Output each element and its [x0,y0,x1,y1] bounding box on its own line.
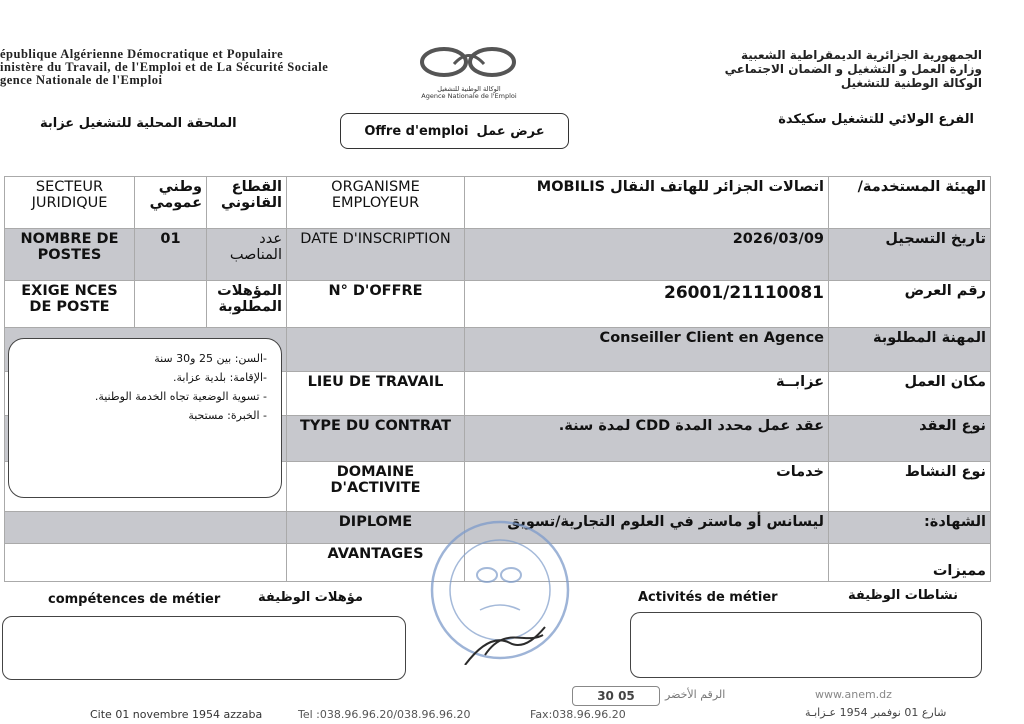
job-ar: المهنة المطلوبة [829,328,991,372]
activities-ar: نشاطات الوظيفة [848,588,958,603]
place-value: عزابــة [465,372,829,416]
req-fr: EXIGE NCES DE POSTE [5,281,135,328]
competences-fr: compétences de métier [48,592,221,607]
official-stamp [425,515,575,665]
sector-ar: القطاع القانوني [207,177,287,229]
logo-text-ar: الوكالة الوطنية للتشغيل [437,85,501,93]
offer-fr: N° D'OFFRE [287,281,465,328]
header-fr-line-3: gence Nationale de l'Emploi [0,73,163,87]
req-area-6 [5,544,287,582]
contract-ar: نوع العقد [829,416,991,462]
benefits-fr: AVANTAGES [287,544,465,582]
header-fr-line-1: épublique Algérienne Démocratique et Populaire [0,47,284,61]
requirement-item: - تسوية الوضعية تجاه الخدمة الوطنية. [94,390,267,403]
req-empty [135,281,207,328]
anem-logo-icon [414,42,524,82]
date-ar: تاريخ التسجيل [829,229,991,281]
header-ar-line-2: وزارة العمل و التشغيل و الضمان الاجتماعي [724,62,982,76]
header-ar [725,48,982,90]
job-fr [287,328,465,372]
employer-value: اتصالات الجزائر للهاتف النقال MOBILIS [465,177,829,229]
competences-ar: مؤهلات الوظيفة [258,590,363,605]
address-ar: شارع 01 نوفمبر 1954 عـزابـة [805,706,947,719]
telephone: Tel :038.96.96.20/038.96.96.20 [298,708,471,721]
activity-ar: نوع النشاط [829,462,991,512]
header-fr [0,48,328,87]
offer-title-box [340,113,569,149]
fax: Fax:038.96.96.20 [530,708,626,721]
website: www.anem.dz [815,688,892,701]
req-ar: المؤهلات المطلوبة [207,281,287,328]
offer-ar: رقم العرض [829,281,991,328]
req-area-5 [5,512,287,544]
diploma-fr: DIPLOME [287,512,465,544]
contract-value: عقد عمل محدد المدة CDD لمدة سنة. [465,416,829,462]
branch-left: الملحقة المحلية للتشغيل عزابة [40,116,237,131]
requirements-list [9,349,267,425]
footer [0,686,1024,724]
address-fr: Cite 01 novembre 1954 azzaba [90,708,263,721]
activity-fr: DOMAINE D'ACTIVITE [287,462,465,512]
requirement-item: - الخبرة: مستحبة [188,409,267,422]
offer-title-fr: Offre d'emploi [364,123,469,139]
activities-box [630,612,982,678]
employer-ar: الهيئة المستخدمة/ [829,177,991,229]
header-fr-line-2: inistère du Travail, de l'Emploi et de La Sécurité Sociale [0,60,329,74]
anem-logo [404,42,534,100]
employer-fr: ORGANISME EMPLOYEUR [287,177,465,229]
requirements-box [8,338,282,498]
row-offer [5,281,991,328]
contract-fr: TYPE DU CONTRAT [287,416,465,462]
activities-fr: Activités de métier [638,590,778,605]
header-ar-line-3: الوكالة الوطنية للتشغيل [840,76,982,90]
posts-value: 01 [135,229,207,281]
offer-title-ar: عرض عمل [476,123,545,139]
sector-fr: SECTEUR JURIDIQUE [5,177,135,229]
header-ar-line-1: الجمهورية الجزائرية الديمقراطية الشعبية [740,48,982,62]
row-employer [5,177,991,229]
offer-value: 26001/21110081 [465,281,829,328]
diploma-ar: الشهادة: [829,512,991,544]
place-fr: LIEU DE TRAVAIL [287,372,465,416]
logo-text-fr: Agence Nationale de l'Emploi [421,92,517,100]
diploma-value: ليسانس أو ماستر في العلوم التجارية/تسويق [465,512,829,544]
job-value: Conseiller Client en Agence [465,328,829,372]
green-label: الرقم الأخضر [665,688,726,701]
sector-value: وطني عمومي [135,177,207,229]
activity-value: خدمات [465,462,829,512]
posts-fr: NOMBRE DE POSTES [5,229,135,281]
posts-ar: عدد المناصب [207,229,287,281]
benefits-ar: مميزات [829,544,991,582]
date-value: 2026/03/09 [465,229,829,281]
requirement-item: -السن: بين 25 و30 سنة [154,352,267,365]
requirement-item: -الإقامة: بلدية عزابة. [173,371,267,384]
place-ar: مكان العمل [829,372,991,416]
row-date [5,229,991,281]
green-number: 30 05 [572,686,660,706]
branch-right: الفرع الولائي للتشغيل سكيكدة [778,112,974,127]
competences-box [2,616,406,680]
date-fr: DATE D'INSCRIPTION [287,229,465,281]
